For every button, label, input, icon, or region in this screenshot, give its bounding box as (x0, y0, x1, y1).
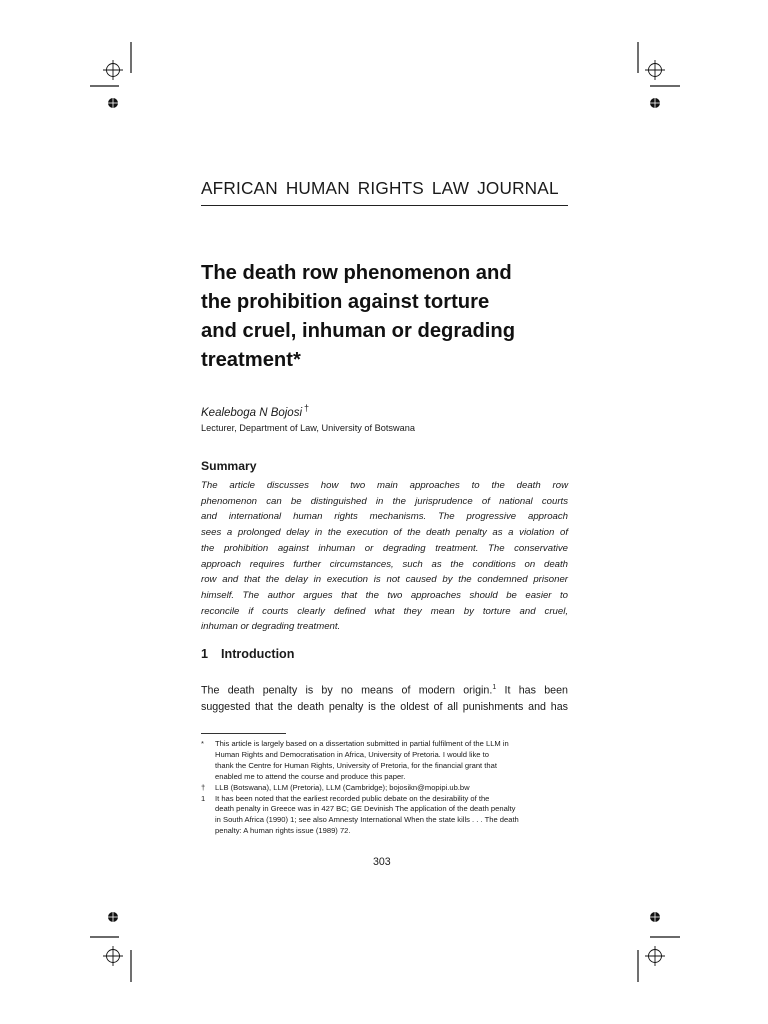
footnote-rule (201, 733, 286, 734)
title-line: the prohibition against torture (201, 291, 490, 313)
footnote-line: enabled me to attend the course and produce this paper. (215, 771, 406, 781)
article-title (201, 259, 571, 375)
footnote-line: This article is largely based on a dissertation submitted in partial fulfilment of the LLM in (215, 739, 509, 748)
author-footnote-mark: † (304, 403, 310, 413)
footnote-item (201, 783, 568, 794)
body-text-fragment: The death penalty is by no means of modern origin. (201, 684, 493, 697)
abstract-line: row and that the delay in execution is not caused by the condemned prisoner (201, 574, 568, 586)
footnote-item (201, 739, 568, 783)
footnote-item (201, 794, 568, 838)
registration-mark-bottom-left (88, 905, 148, 985)
registration-mark-top-left (88, 40, 148, 115)
abstract-line: The article discusses how two main approaches to the death row (201, 480, 568, 491)
footnote-line: death penalty in Greece was in 427 BC; GE Devinish The application of the death penalty (215, 804, 516, 814)
abstract-line: phenomenon can be distinguished in the jurisprudence of national courts (201, 495, 568, 507)
section-heading (201, 647, 294, 661)
abstract-line: inhuman or degrading treatment. (201, 621, 341, 633)
footnote-line: thank the Centre for Human Rights, University of Pretoria, for the financial grant that (215, 760, 497, 770)
title-line: and cruel, inhuman or degrading (201, 320, 516, 342)
footnote-mark: 1 (201, 793, 206, 803)
footnote-line: LLB (Botswana), LLM (Pretoria), LLM (Cambridge); bojosikn@mopipi.ub.bw (215, 782, 470, 792)
footnote-line: in South Africa (1990) 1; see also Amnesty International When the state kills . . . The death (215, 815, 519, 825)
abstract-line: and international human rights mechanisms. The progressive approach (201, 511, 568, 523)
page-number: 303 (373, 856, 391, 868)
footnote-line: Human Rights and Democratisation in Africa, University of Pretoria. I would like to (215, 749, 489, 759)
footnote-ref: 1 (492, 684, 497, 691)
journal-name: AFRICAN HUMAN RIGHTS LAW JOURNAL (201, 178, 559, 198)
section-title: Introduction (221, 647, 295, 661)
abstract-line: himself. The author argues that the two approaches should be easier to (201, 589, 568, 601)
footnote-line: penalty: A human rights issue (1989) 72. (215, 826, 351, 836)
author-name-text: Kealeboga N Bojosi (201, 406, 303, 419)
footnote-line: It has been noted that the earliest recorded public debate on the desirability of the (215, 793, 490, 803)
abstract-line: sees a prolonged delay in the execution of the death penalty as a violation of (201, 527, 568, 539)
footnotes (201, 739, 568, 837)
abstract-text (201, 478, 568, 635)
title-line: treatment* (201, 349, 301, 371)
registration-mark-bottom-right (620, 905, 685, 985)
header-rule (201, 205, 568, 206)
author-affiliation: Lecturer, Department of Law, University of Botswana (201, 423, 415, 433)
section-number: 1 (201, 647, 209, 661)
body-line: suggested that the death penalty is the oldest of all punishments and has (201, 700, 568, 713)
body-text-fragment: It has been (496, 684, 568, 697)
footnote-mark: † (201, 782, 206, 792)
abstract-line: reconcile if courts clearly defined what they mean by torture and cruel, (201, 605, 568, 617)
author-name (201, 403, 309, 419)
title-line: The death row phenomenon and (201, 262, 512, 284)
summary-heading: Summary (201, 459, 257, 473)
abstract-line: the prohibition against inhuman or degrading treatment. The conservative (201, 542, 568, 554)
abstract-line: approach requires further circumstances, such as the conditions on death (201, 558, 568, 570)
footnote-mark: * (201, 739, 204, 748)
body-line (201, 680, 568, 699)
body-paragraph (201, 680, 568, 715)
registration-mark-top-right (620, 40, 685, 115)
